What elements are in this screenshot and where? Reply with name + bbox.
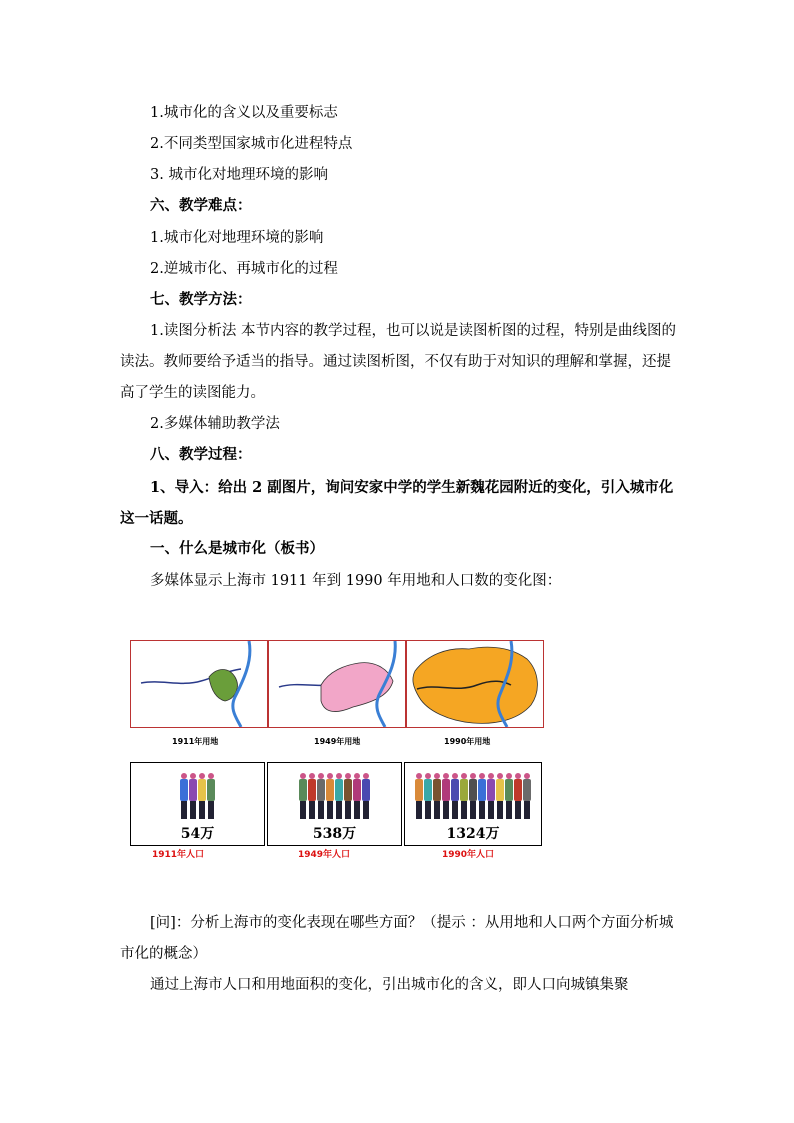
line-7: 多媒体显示上海市 1911 年到 1990 年用地和人口数的变化图： bbox=[150, 573, 562, 589]
person-figure bbox=[478, 773, 486, 819]
question-paragraph: [问]：分析上海市的变化表现在哪些方面？（提示 ：从用地和人口两个方面分析城市化的概念） bbox=[120, 915, 674, 962]
line-5: 2.逆城市化、再城市化的过程 bbox=[150, 261, 338, 277]
map-1911-graphic bbox=[131, 641, 267, 727]
person-figure bbox=[335, 773, 343, 819]
person-figure bbox=[451, 773, 459, 819]
paragraph-intro: 1、导入：给出 2 副图片，询问安家中学的学生新魏花园附近的变化，引入城市化这一话题。 bbox=[120, 479, 674, 527]
person-figure bbox=[460, 773, 468, 819]
population-value-1911: 54万 bbox=[180, 826, 215, 842]
line-6: 2.多媒体辅助教学法 bbox=[150, 416, 280, 432]
person-figure bbox=[487, 773, 495, 819]
heading-8: 八、教学过程： bbox=[150, 446, 252, 463]
person-figure bbox=[308, 773, 316, 819]
conclusion-paragraph: 通过上海市人口和用地面积的变化，引出城市化的含义，即人口向城镇集聚 bbox=[150, 977, 629, 993]
person-figure bbox=[514, 773, 522, 819]
person-figure bbox=[353, 773, 361, 819]
person-figure bbox=[189, 773, 197, 819]
line-1: 1.城市化的含义以及重要标志 bbox=[150, 105, 338, 121]
map-1990-graphic bbox=[407, 641, 543, 727]
person-figure bbox=[469, 773, 477, 819]
population-caption-1949: 1949年人口 bbox=[298, 850, 351, 860]
person-figure bbox=[180, 773, 188, 819]
land-area-1911 bbox=[209, 670, 237, 702]
heading-7: 七、教学方法： bbox=[150, 291, 252, 308]
people-1949 bbox=[268, 773, 401, 819]
person-figure bbox=[442, 773, 450, 819]
map-1949-graphic bbox=[269, 641, 405, 727]
people-1990 bbox=[405, 773, 541, 819]
population-value-1990: 1324万 bbox=[446, 826, 500, 842]
population-caption-1990: 1990年人口 bbox=[442, 850, 495, 860]
map-1911 bbox=[130, 640, 268, 728]
heading-9: 一、什么是城市化（板书） bbox=[150, 540, 324, 557]
person-figure bbox=[326, 773, 334, 819]
person-figure bbox=[433, 773, 441, 819]
population-caption-1911: 1911年人口 bbox=[152, 850, 205, 860]
line-2: 2.不同类型国家城市化进程特点 bbox=[150, 136, 353, 152]
people-1911 bbox=[131, 773, 264, 819]
person-figure bbox=[198, 773, 206, 819]
person-figure bbox=[207, 773, 215, 819]
line-3: 3. 城市化对地理环境的影响 bbox=[150, 167, 328, 183]
person-figure bbox=[523, 773, 531, 819]
person-figure bbox=[424, 773, 432, 819]
map-1949 bbox=[268, 640, 406, 728]
line-4: 1.城市化对地理环境的影响 bbox=[150, 230, 324, 246]
map-caption-1990: 1990年用地 bbox=[444, 737, 491, 746]
person-figure bbox=[362, 773, 370, 819]
paragraph-method-1: 1.读图分析法 本节内容的教学过程，也可以说是读图析图的过程，特别是曲线图的读法。教师要给予适当的指导。通过读图析图，不仅有助于对知识的理解和掌握，还提高了学生的读图能力。 bbox=[120, 323, 676, 401]
population-box-1911 bbox=[130, 762, 265, 846]
person-figure bbox=[415, 773, 423, 819]
person-figure bbox=[344, 773, 352, 819]
population-box-1949 bbox=[267, 762, 402, 846]
map-caption-1949: 1949年用地 bbox=[314, 737, 361, 746]
shanghai-change-figure bbox=[130, 640, 542, 860]
person-figure bbox=[496, 773, 504, 819]
heading-6: 六、教学难点： bbox=[150, 197, 252, 214]
person-figure bbox=[299, 773, 307, 819]
map-1990 bbox=[406, 640, 544, 728]
population-box-1990 bbox=[404, 762, 542, 846]
person-figure bbox=[505, 773, 513, 819]
population-value-1949: 538万 bbox=[312, 826, 357, 842]
map-caption-1911: 1911年用地 bbox=[172, 737, 219, 746]
person-figure bbox=[317, 773, 325, 819]
